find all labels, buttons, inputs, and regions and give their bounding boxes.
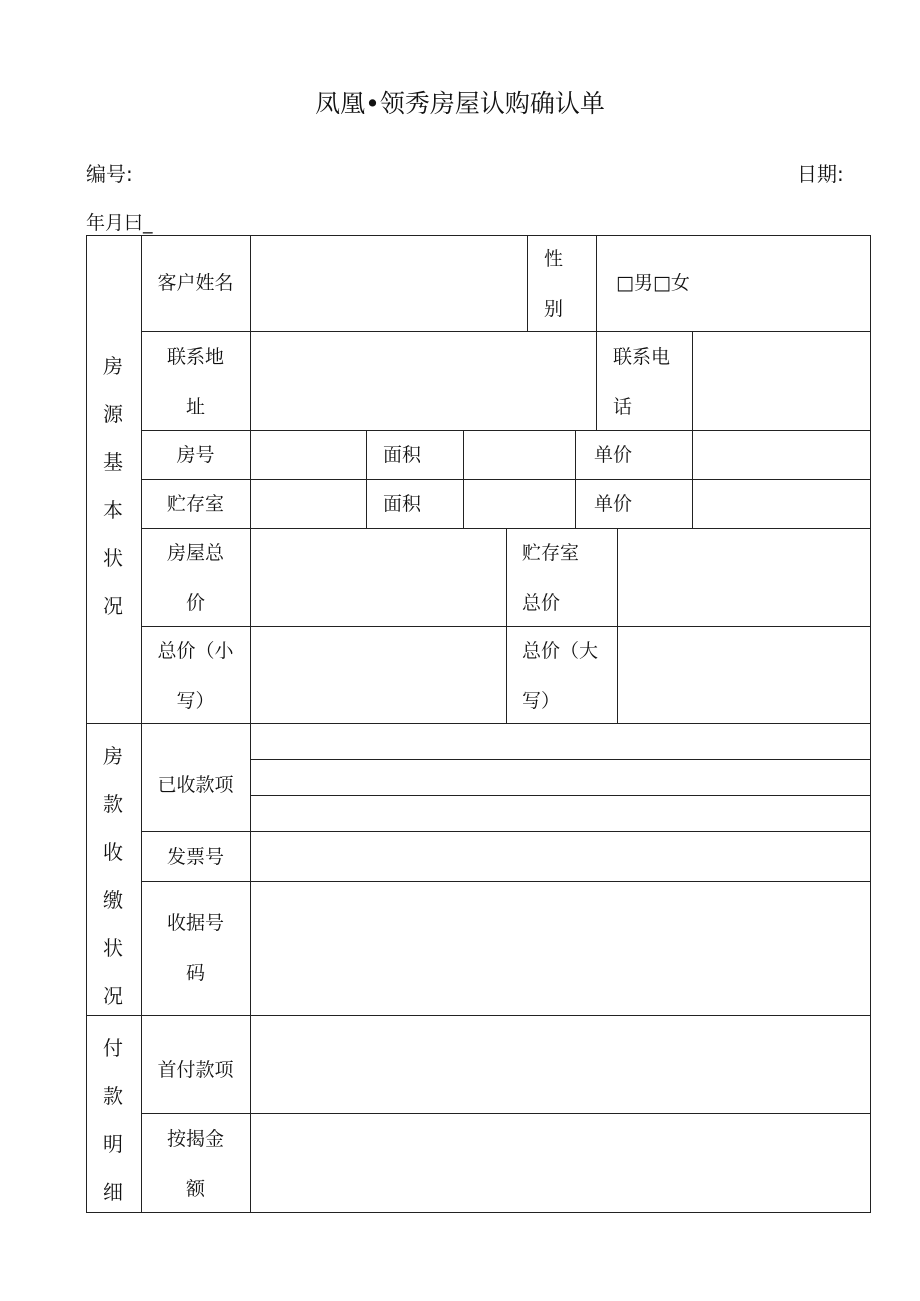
customer-name-field[interactable] — [251, 236, 527, 331]
section-label-detail: 付 款 明 细 — [103, 1036, 123, 1204]
room-number-field[interactable] — [251, 431, 366, 479]
section-label-house: 房 源 基 本 状 况 — [103, 354, 123, 618]
contact-phone-label: 联系电 话 — [613, 346, 671, 418]
date-line: 年月曰_ — [86, 212, 153, 234]
total-big-field[interactable] — [618, 627, 870, 723]
unit-price-label-2: 单价 — [594, 493, 633, 515]
receipt-number-field[interactable] — [251, 882, 870, 1015]
col-line — [575, 430, 576, 528]
down-payment-label: 首付款项 — [157, 1059, 234, 1081]
col-line — [527, 235, 528, 331]
customer-name-label: 客户姓名 — [157, 272, 234, 294]
storage-total-label: 贮存室 总价 — [522, 542, 580, 614]
invoice-number-field[interactable] — [251, 832, 870, 881]
col-line — [596, 235, 597, 331]
number-label: 编号: — [86, 162, 133, 186]
date-label: 日期: — [797, 162, 844, 186]
house-total-field[interactable] — [251, 529, 506, 626]
storage-room-field[interactable] — [251, 480, 366, 528]
area-label-1: 面积 — [383, 444, 422, 466]
total-big-label: 总价（大 写） — [522, 640, 599, 712]
unit-price-field-1[interactable] — [693, 431, 870, 479]
page-title: 凤凰•领秀房屋认购确认单 — [315, 89, 605, 118]
invoice-number-label: 发票号 — [166, 846, 224, 868]
total-small-field[interactable] — [251, 627, 506, 723]
total-small-label: 总价（小 写） — [157, 640, 234, 712]
col-line — [366, 430, 367, 528]
room-number-label: 房号 — [176, 444, 215, 466]
contact-address-field[interactable] — [251, 332, 596, 430]
col-line — [506, 528, 507, 723]
contact-phone-field[interactable] — [693, 332, 870, 430]
mortgage-amount-field[interactable] — [251, 1114, 870, 1212]
down-payment-field[interactable] — [251, 1016, 870, 1113]
storage-total-field[interactable] — [618, 529, 870, 626]
house-total-label: 房屋总 价 — [166, 542, 224, 614]
storage-room-label: 贮存室 — [166, 493, 224, 515]
unit-price-label-1: 单价 — [594, 444, 633, 466]
gender-label: 性 别 — [544, 248, 564, 320]
area-field-1[interactable] — [464, 431, 575, 479]
unit-price-field-2[interactable] — [693, 480, 870, 528]
mortgage-amount-label: 按揭金 额 — [166, 1128, 224, 1200]
area-field-2[interactable] — [464, 480, 575, 528]
area-label-2: 面积 — [383, 493, 422, 515]
col-line — [596, 331, 597, 430]
received-payment-field[interactable] — [251, 724, 870, 831]
received-payment-label: 已收款项 — [157, 774, 234, 796]
contact-address-label: 联系地 址 — [166, 346, 224, 418]
section-label-collection: 房 款 收 缴 状 况 — [103, 744, 123, 1008]
gender-options[interactable]: □男□女 — [616, 272, 690, 294]
receipt-number-label: 收据号 码 — [166, 912, 224, 984]
